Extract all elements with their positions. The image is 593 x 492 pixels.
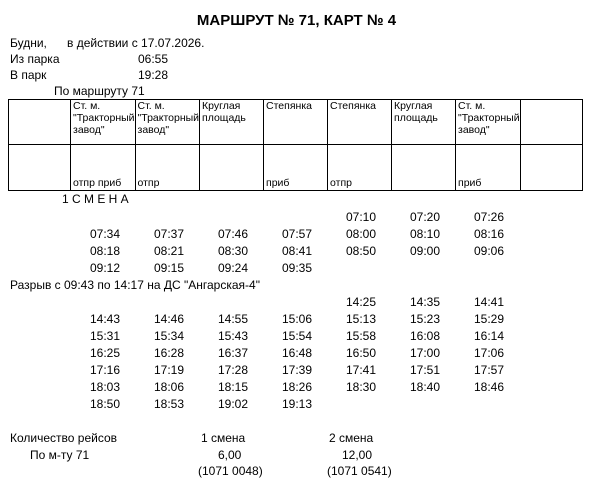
time-cell: 14:25 (345, 295, 376, 309)
time-cell: 17:51 (409, 363, 440, 377)
time-cell: 18:15 (217, 380, 248, 394)
time-cell: 18:40 (409, 380, 440, 394)
time-cell: 09:00 (409, 244, 440, 258)
time-cell: 14:41 (473, 295, 504, 309)
stop-mode-cell (9, 145, 71, 191)
to-park-time: 19:28 (138, 68, 169, 82)
route-label: По маршруту 71 (54, 84, 145, 98)
time-cell: 08:41 (281, 244, 312, 258)
stop-mode-cell (520, 145, 582, 191)
time-cell: 18:03 (89, 380, 120, 394)
shift1-code: (1071 0048) (198, 464, 263, 478)
stop-mode-cell: приб (264, 145, 328, 191)
time-cell: 08:18 (89, 244, 120, 258)
time-cell: 15:23 (409, 312, 440, 326)
effective-date: в действии с 17.07.2026. (67, 36, 205, 50)
time-cell: 14:35 (409, 295, 440, 309)
time-cell: 15:13 (345, 312, 376, 326)
time-cell: 17:41 (345, 363, 376, 377)
time-cell: 16:14 (473, 329, 504, 343)
stop-name-cell: Степянка (264, 100, 328, 145)
stop-name-cell (520, 100, 582, 145)
time-cell: 07:10 (345, 210, 376, 224)
out-of-park-time: 06:55 (138, 52, 169, 66)
time-cell: 18:30 (345, 380, 376, 394)
time-cell: 17:00 (409, 346, 440, 360)
stop-name-cell: Круглая площадь (392, 100, 456, 145)
time-cell: 16:08 (409, 329, 440, 343)
time-cell: 16:28 (153, 346, 184, 360)
time-cell: 09:12 (89, 261, 120, 275)
to-park-label: В парк (10, 68, 47, 82)
time-cell: 17:16 (89, 363, 120, 377)
route-trips-label: По м-ту 71 (30, 448, 90, 462)
stop-mode-cell (392, 145, 456, 191)
time-cell: 16:37 (217, 346, 248, 360)
stop-name-cell: Ст. м. "Тракторный завод" (71, 100, 136, 145)
time-cell: 17:39 (281, 363, 312, 377)
time-cell: 15:54 (281, 329, 312, 343)
break-note: Разрыв с 09:43 по 14:17 на ДС "Ангарская-4" (10, 278, 260, 292)
stop-name-cell (9, 100, 71, 145)
time-cell: 17:57 (473, 363, 504, 377)
time-cell: 09:35 (281, 261, 312, 275)
stop-name-cell: Ст. м. "Тракторный завод" (135, 100, 200, 145)
days-label: Будни, (10, 36, 47, 50)
stop-mode-cell: отпр (135, 145, 200, 191)
time-cell: 18:50 (89, 397, 120, 411)
time-cell: 16:50 (345, 346, 376, 360)
time-cell: 17:28 (217, 363, 248, 377)
time-cell: 08:10 (409, 227, 440, 241)
shift2-header: 2 смена (329, 431, 374, 445)
time-cell: 07:34 (89, 227, 120, 241)
time-cell: 09:24 (217, 261, 248, 275)
stop-mode-cell: отпр (328, 145, 392, 191)
time-cell: 18:06 (153, 380, 184, 394)
stop-mode-cell: приб (456, 145, 521, 191)
time-cell: 14:55 (217, 312, 248, 326)
time-cell: 15:34 (153, 329, 184, 343)
time-cell: 07:26 (473, 210, 504, 224)
page-title: МАРШРУТ № 71, КАРТ № 4 (196, 12, 397, 29)
stop-name-cell: Степянка (328, 100, 392, 145)
time-cell: 17:06 (473, 346, 504, 360)
time-cell: 07:37 (153, 227, 184, 241)
time-cell: 08:30 (217, 244, 248, 258)
time-cell: 19:13 (281, 397, 312, 411)
time-cell: 18:46 (473, 380, 504, 394)
time-cell: 09:06 (473, 244, 504, 258)
time-cell: 14:46 (153, 312, 184, 326)
shift2-trips: 12,00 (342, 448, 373, 462)
time-cell: 08:00 (345, 227, 376, 241)
time-cell: 08:50 (345, 244, 376, 258)
time-cell: 15:29 (473, 312, 504, 326)
time-cell: 07:46 (217, 227, 248, 241)
time-cell: 08:21 (153, 244, 184, 258)
time-cell: 18:53 (153, 397, 184, 411)
time-cell: 17:19 (153, 363, 184, 377)
time-cell: 15:58 (345, 329, 376, 343)
trips-count-label: Количество рейсов (10, 431, 118, 445)
stop-mode-cell: отпр приб (71, 145, 136, 191)
time-cell: 16:25 (89, 346, 120, 360)
stops-table (8, 99, 583, 191)
time-cell: 09:15 (153, 261, 184, 275)
shift1-label: 1 С М Е Н А (62, 192, 129, 206)
time-cell: 15:06 (281, 312, 312, 326)
time-cell: 15:31 (89, 329, 120, 343)
stop-mode-cell (200, 145, 264, 191)
shift1-header: 1 смена (201, 431, 246, 445)
time-cell: 14:43 (89, 312, 120, 326)
time-cell: 19:02 (217, 397, 248, 411)
time-cell: 08:16 (473, 227, 504, 241)
stop-name-cell: Круглая площадь (200, 100, 264, 145)
time-cell: 07:20 (409, 210, 440, 224)
time-cell: 07:57 (281, 227, 312, 241)
stop-name-cell: Ст. м. "Тракторный завод" (456, 100, 521, 145)
time-cell: 16:48 (281, 346, 312, 360)
out-of-park-label: Из парка (10, 52, 60, 66)
shift2-code: (1071 0541) (327, 464, 392, 478)
time-cell: 18:26 (281, 380, 312, 394)
time-cell: 15:43 (217, 329, 248, 343)
shift1-trips: 6,00 (218, 448, 242, 462)
